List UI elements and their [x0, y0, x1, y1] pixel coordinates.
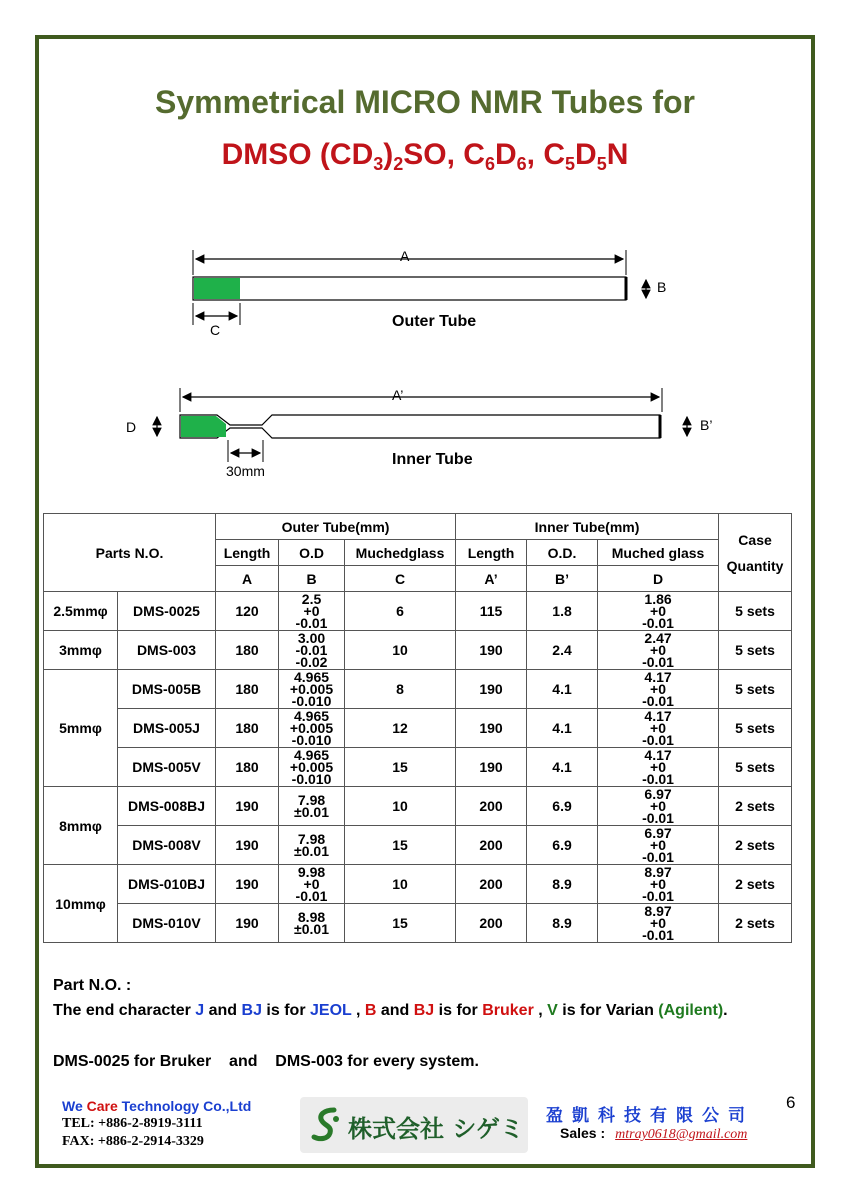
header-outer-tube: Outer Tube(mm) — [216, 514, 456, 540]
table-row — [44, 904, 792, 943]
header-parts: Parts N.O. — [44, 514, 216, 592]
part-number: DMS-005J — [118, 709, 216, 748]
cell-inner-muched: 2.47 +0 -0.01 — [598, 631, 719, 670]
cell-length: 190 — [216, 904, 279, 943]
cell-muched: 10 — [345, 865, 456, 904]
company-name: We Care Technology Co.,Ltd — [62, 1098, 252, 1114]
cell-qty: 5 sets — [719, 709, 792, 748]
cell-inner-muched: 4.17 +0 -0.01 — [598, 670, 719, 709]
cell-inner-length: 190 — [456, 748, 527, 787]
cell-inner-muched: 6.97 +0 -0.01 — [598, 826, 719, 865]
table-row — [44, 631, 792, 670]
cell-muched: 10 — [345, 631, 456, 670]
cell-inner-od: 4.1 — [527, 709, 598, 748]
cell-inner-length: 190 — [456, 631, 527, 670]
cell-qty: 2 sets — [719, 904, 792, 943]
header-length: Length — [216, 540, 279, 566]
cell-inner-muched: 1.86 +0 -0.01 — [598, 592, 719, 631]
cell-od: 7.98 ±0.01 — [279, 787, 345, 826]
cell-muched: 15 — [345, 826, 456, 865]
dim-a2-label: A’ — [392, 387, 404, 403]
cell-inner-length: 200 — [456, 826, 527, 865]
cell-od: 4.965 +0.005 -0.010 — [279, 748, 345, 787]
shigemi-logo-icon — [310, 1107, 342, 1143]
cell-length: 180 — [216, 670, 279, 709]
cell-inner-od: 6.9 — [527, 826, 598, 865]
sales-email-link[interactable]: mtray0618@gmail.com — [615, 1127, 748, 1142]
group-label: 8mmφ — [44, 787, 118, 865]
part-number: DMS-010V — [118, 904, 216, 943]
cell-inner-od: 8.9 — [527, 904, 598, 943]
cell-inner-length: 200 — [456, 904, 527, 943]
group-label: 5mmφ — [44, 670, 118, 787]
header-a2: A’ — [456, 566, 527, 592]
group-label: 10mmφ — [44, 865, 118, 943]
part-number: DMS-010BJ — [118, 865, 216, 904]
group-label: 3mmφ — [44, 631, 118, 670]
table-row — [44, 670, 792, 709]
cell-od: 3.00 -0.01 -0.02 — [279, 631, 345, 670]
cell-qty: 5 sets — [719, 631, 792, 670]
cell-qty: 2 sets — [719, 787, 792, 826]
outer-tube-label: Outer Tube — [392, 313, 477, 330]
part-number: DMS-008V — [118, 826, 216, 865]
company-name-chinese: 盈凱科技有限公司 — [546, 1106, 754, 1126]
header-d: D — [598, 566, 719, 592]
part-number: DMS-005B — [118, 670, 216, 709]
header-b: B — [279, 566, 345, 592]
cell-inner-length: 200 — [456, 787, 527, 826]
dim-b2-label: B’ — [700, 417, 713, 433]
part-number: DMS-0025 — [118, 592, 216, 631]
cell-od: 9.98 +0 -0.01 — [279, 865, 345, 904]
header-case-quantity: Case Quantity — [719, 514, 792, 592]
sales-contact: Sales : mtray0618@gmail.com — [560, 1125, 748, 1142]
header-b2: B’ — [527, 566, 598, 592]
table-row — [44, 748, 792, 787]
header-od: O.D — [279, 540, 345, 566]
cell-od: 2.5 +0 -0.01 — [279, 592, 345, 631]
table-row — [44, 826, 792, 865]
cell-od: 4.965 +0.005 -0.010 — [279, 670, 345, 709]
cell-inner-muched: 4.17 +0 -0.01 — [598, 709, 719, 748]
cell-inner-muched: 4.17 +0 -0.01 — [598, 748, 719, 787]
cell-muched: 15 — [345, 904, 456, 943]
header-muched: Muchedglass — [345, 540, 456, 566]
inner-tube-label: Inner Tube — [392, 451, 473, 468]
part-number: DMS-008BJ — [118, 787, 216, 826]
cell-inner-muched: 8.97 +0 -0.01 — [598, 865, 719, 904]
cell-muched: 10 — [345, 787, 456, 826]
cell-qty: 2 sets — [719, 826, 792, 865]
dim-30mm-label: 30mm — [226, 463, 265, 479]
telephone: TEL: +886-2-8919-3111 — [62, 1116, 203, 1131]
cell-inner-length: 115 — [456, 592, 527, 631]
cell-inner-od: 6.9 — [527, 787, 598, 826]
cell-inner-od: 4.1 — [527, 670, 598, 709]
cell-muched: 6 — [345, 592, 456, 631]
part-number: DMS-003 — [118, 631, 216, 670]
cell-muched: 8 — [345, 670, 456, 709]
cell-inner-od: 8.9 — [527, 865, 598, 904]
cell-inner-od: 2.4 — [527, 631, 598, 670]
cell-length: 180 — [216, 748, 279, 787]
cell-inner-length: 190 — [456, 670, 527, 709]
footer-contact — [62, 1098, 251, 1150]
page-number: 6 — [786, 1093, 796, 1112]
part-number: DMS-005V — [118, 748, 216, 787]
dim-b-label: B — [657, 279, 667, 295]
page-title: Symmetrical MICRO NMR Tubes for — [155, 84, 695, 120]
cell-length: 190 — [216, 826, 279, 865]
cell-od: 8.98 ±0.01 — [279, 904, 345, 943]
cell-inner-muched: 6.97 +0 -0.01 — [598, 787, 719, 826]
cell-qty: 5 sets — [719, 748, 792, 787]
dim-a-label: A — [400, 248, 410, 264]
table-row — [44, 865, 792, 904]
header-inner-length: Length — [456, 540, 527, 566]
cell-inner-length: 190 — [456, 709, 527, 748]
dim-d-label: D — [126, 419, 137, 435]
cell-length: 120 — [216, 592, 279, 631]
cell-inner-muched: 8.97 +0 -0.01 — [598, 904, 719, 943]
group-label: 2.5mmφ — [44, 592, 118, 631]
header-inner-muched: Muched glass — [598, 540, 719, 566]
cell-muched: 15 — [345, 748, 456, 787]
notes-line: The end character J and BJ is for JEOL , B and BJ is for Bruker , V is for Varian (Agilent). — [53, 1002, 728, 1019]
cell-od: 7.98 ±0.01 — [279, 826, 345, 865]
header-inner-tube: Inner Tube(mm) — [456, 514, 719, 540]
cell-length: 180 — [216, 631, 279, 670]
cell-length: 190 — [216, 787, 279, 826]
header-inner-od: O.D. — [527, 540, 598, 566]
notes-heading: Part N.O. : — [53, 977, 132, 994]
cell-od: 4.965 +0.005 -0.010 — [279, 709, 345, 748]
cell-length: 190 — [216, 865, 279, 904]
table-row — [44, 592, 792, 631]
header-c: C — [345, 566, 456, 592]
cell-inner-length: 200 — [456, 865, 527, 904]
fax: FAX: +886-2-2914-3329 — [62, 1134, 204, 1149]
table-row — [44, 709, 792, 748]
spec-table — [43, 513, 792, 943]
shigemi-logo — [300, 1097, 528, 1153]
notes-line-compat: DMS-0025 for Bruker and DMS-003 for every system. — [53, 1053, 479, 1070]
cell-muched: 12 — [345, 709, 456, 748]
cell-length: 180 — [216, 709, 279, 748]
cell-inner-od: 1.8 — [527, 592, 598, 631]
cell-qty: 5 sets — [719, 592, 792, 631]
cell-inner-od: 4.1 — [527, 748, 598, 787]
header-a: A — [216, 566, 279, 592]
dim-c-label: C — [210, 322, 221, 338]
cell-qty: 2 sets — [719, 865, 792, 904]
logo-text: 株式会社 シゲミ — [348, 1115, 524, 1143]
table-row — [44, 787, 792, 826]
page-subtitle: DMSO $(CD_3)_2SO$, $C_6D_6$, $C_5D_5N$ — [221, 138, 629, 174]
cell-qty: 5 sets — [719, 670, 792, 709]
